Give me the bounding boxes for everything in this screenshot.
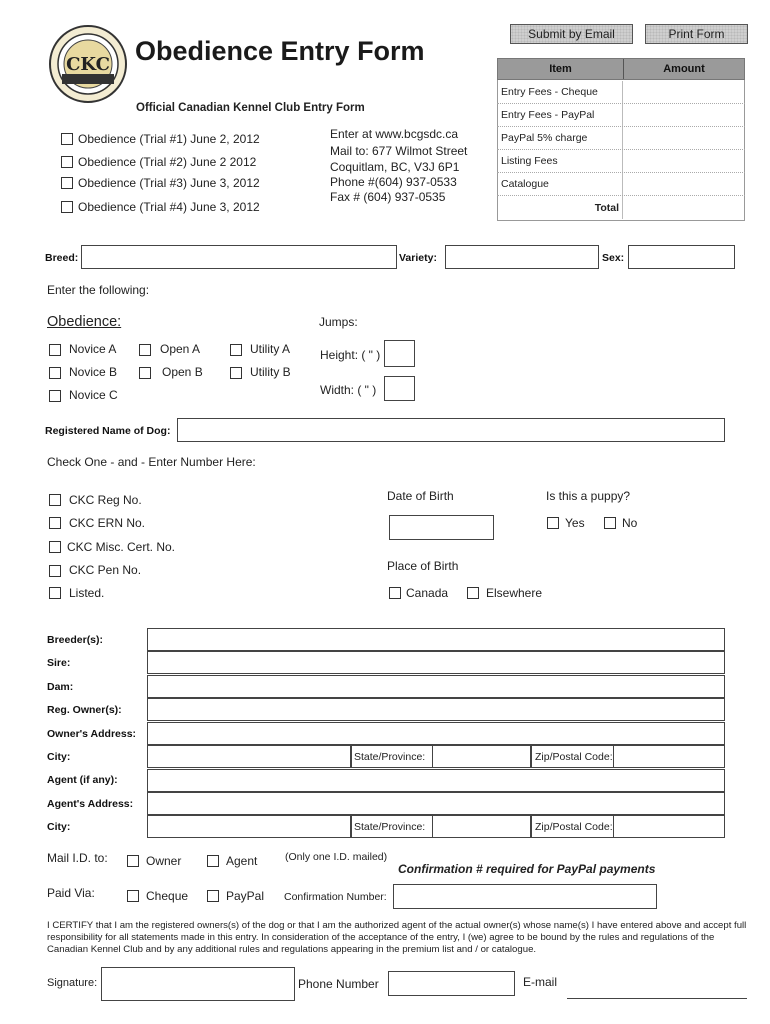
email-label: E-mail [523, 975, 558, 989]
ckc-misc-label: CKC Misc. Cert. No. [67, 540, 176, 554]
variety-input[interactable] [445, 245, 599, 269]
trial-3-label: Obedience (Trial #3) June 3, 2012 [78, 176, 260, 190]
elsewhere-checkbox[interactable] [467, 587, 479, 599]
elsewhere-label: Elsewhere [486, 586, 543, 600]
mail-agent-checkbox[interactable] [207, 855, 219, 867]
place-of-birth-label: Place of Birth [387, 559, 459, 573]
agent-city-input[interactable] [147, 815, 351, 838]
breed-label: Breed: [45, 252, 79, 264]
jump-width-input[interactable] [384, 376, 415, 401]
trial-3-checkbox[interactable] [61, 177, 73, 189]
puppy-no-checkbox[interactable] [604, 517, 616, 529]
agents-address-label: Agent's Address: [47, 798, 134, 810]
contact-city: Coquitlam, BC, V3J 6P1 [330, 160, 460, 174]
jump-height-label: Height: ( " ) [320, 348, 381, 362]
ckc-misc-checkbox[interactable] [49, 541, 61, 553]
ckc-reg-checkbox[interactable] [49, 494, 61, 506]
reg-owners-input[interactable] [147, 698, 725, 721]
fee-row [497, 81, 745, 104]
utility-b-checkbox[interactable] [230, 367, 242, 379]
ckc-pen-label: CKC Pen No. [69, 563, 142, 577]
agent-state-province-label: State/Province: [354, 821, 426, 833]
jump-height-input[interactable] [384, 340, 415, 367]
open-a-label: Open A [160, 342, 201, 356]
novice-a-label: Novice A [69, 342, 117, 356]
contact-web: Enter at www.bcgsdc.ca [330, 127, 459, 141]
trial-1-checkbox[interactable] [61, 133, 73, 145]
puppy-no-label: No [622, 516, 638, 530]
paypal-confirmation-note: Confirmation # required for PayPal payments [398, 862, 656, 876]
mail-owner-checkbox[interactable] [127, 855, 139, 867]
fee-row-item: PayPal 5% charge [501, 132, 588, 144]
trial-2-label: Obedience (Trial #2) June 2 2012 [78, 155, 257, 169]
novice-c-checkbox[interactable] [49, 390, 61, 402]
fee-table-col-item: Item [549, 63, 572, 75]
ckc-ern-label: CKC ERN No. [69, 516, 146, 530]
breeders-input[interactable] [147, 628, 725, 651]
canada-label: Canada [406, 586, 449, 600]
novice-a-checkbox[interactable] [49, 344, 61, 356]
ckc-logo [48, 24, 128, 104]
fee-amount-input[interactable] [623, 150, 743, 172]
certify-statement: I CERTIFY that I am the registered owners(s) of the dog or that I am the authorized agent of the actual owner(s) whose name(s) I have entered above and accept full responsibility for all statements made in this entry. In consideration of the acceptance of the entry, I (we) agree to be bound by the rules and regulations of the Canadian Kennel Club and by any additional rules and regulations appearing in the premium list and / or catalogue. [47, 920, 747, 955]
agents-address-input[interactable] [147, 792, 725, 815]
city-input[interactable] [147, 745, 351, 768]
open-b-checkbox[interactable] [139, 367, 151, 379]
paid-via-label: Paid Via: [47, 886, 95, 900]
agent-zip-label: Zip/Postal Code: [535, 821, 613, 833]
date-of-birth-input[interactable] [389, 515, 494, 540]
ckc-reg-label: CKC Reg No. [69, 493, 142, 507]
utility-a-checkbox[interactable] [230, 344, 242, 356]
utility-b-label: Utility B [250, 365, 291, 379]
zip-label: Zip/Postal Code: [535, 751, 613, 763]
submit-by-email-button[interactable]: Submit by Email [510, 24, 633, 44]
print-form-button[interactable]: Print Form [645, 24, 748, 44]
reg-owners-label: Reg. Owner(s): [47, 704, 122, 716]
mail-id-label: Mail I.D. to: [47, 851, 108, 865]
fee-total-row [497, 196, 745, 219]
novice-b-checkbox[interactable] [49, 367, 61, 379]
variety-label: Variety: [399, 252, 437, 264]
confirmation-number-input[interactable] [393, 884, 657, 909]
mail-id-note: (Only one I.D. mailed) [285, 851, 388, 863]
agent-label: Agent (if any): [47, 774, 118, 786]
registered-name-label: Registered Name of Dog: [45, 425, 171, 437]
agent-state-province-input[interactable] [432, 816, 433, 837]
form-subtitle: Official Canadian Kennel Club Entry Form [136, 102, 365, 114]
agent-city-label: City: [47, 821, 71, 833]
agent-zip-input[interactable] [613, 816, 614, 837]
novice-b-label: Novice B [69, 365, 118, 379]
sire-label: Sire: [47, 657, 71, 669]
ckc-pen-checkbox[interactable] [49, 565, 61, 577]
mail-owner-label: Owner [146, 854, 182, 868]
state-province-label: State/Province: [354, 751, 426, 763]
mail-agent-label: Agent [226, 854, 258, 868]
trial-1-label: Obedience (Trial #1) June 2, 2012 [78, 132, 260, 146]
fee-table-header [497, 58, 745, 80]
signature-label: Signature: [47, 977, 98, 989]
enter-following-label: Enter the following: [47, 283, 150, 297]
fee-amount-input[interactable] [623, 173, 743, 195]
novice-c-label: Novice C [69, 388, 118, 402]
fee-row-item: Catalogue [501, 178, 549, 190]
fee-amount-input[interactable] [623, 127, 743, 149]
agent-zip-row [531, 815, 725, 838]
state-province-input[interactable] [432, 746, 433, 767]
registered-name-input[interactable] [177, 418, 725, 442]
state-province-row [351, 745, 531, 768]
trial-4-checkbox[interactable] [61, 201, 73, 213]
dam-label: Dam: [47, 681, 74, 693]
puppy-yes-label: Yes [565, 516, 585, 530]
phone-number-input[interactable] [388, 971, 515, 996]
agent-state-province-row [351, 815, 531, 838]
owners-address-input[interactable] [147, 722, 725, 745]
check-one-label: Check One - and - Enter Number Here: [47, 455, 256, 469]
phone-number-label: Phone Number [298, 977, 379, 991]
paid-paypal-checkbox[interactable] [207, 890, 219, 902]
confirmation-number-label: Confirmation Number: [284, 891, 387, 903]
open-a-checkbox[interactable] [139, 344, 151, 356]
fee-total-label: Total [594, 202, 619, 214]
city-label: City: [47, 751, 71, 763]
sex-input[interactable] [628, 245, 735, 269]
owners-address-label: Owner's Address: [47, 728, 137, 740]
fee-table-col-amount: Amount [663, 63, 705, 75]
jump-width-label: Width: ( " ) [320, 383, 377, 397]
open-b-label: Open B [162, 365, 203, 379]
fee-amount-input[interactable] [623, 104, 743, 126]
date-of-birth-label: Date of Birth [387, 489, 454, 503]
breed-input[interactable] [81, 245, 397, 269]
utility-a-label: Utility A [250, 342, 291, 356]
listed-checkbox[interactable] [49, 587, 61, 599]
dam-input[interactable] [147, 675, 725, 698]
fee-row [497, 127, 745, 150]
obedience-heading: Obedience: [47, 314, 122, 330]
sex-label: Sex: [602, 252, 625, 264]
logo-text: CKC [66, 54, 110, 75]
signature-input[interactable] [101, 967, 295, 1001]
trial-2-checkbox[interactable] [61, 156, 73, 168]
contact-mail: Mail to: 677 Wilmot Street [330, 144, 468, 158]
fee-row [497, 104, 745, 127]
puppy-question-label: Is this a puppy? [546, 489, 631, 503]
sire-input[interactable] [147, 651, 725, 674]
jumps-heading: Jumps: [319, 315, 358, 329]
listed-label: Listed. [69, 586, 105, 600]
fee-row-item: Entry Fees - Cheque [501, 86, 598, 98]
paid-cheque-checkbox[interactable] [127, 890, 139, 902]
agent-input[interactable] [147, 769, 725, 792]
trial-4-label: Obedience (Trial #4) June 3, 2012 [78, 200, 260, 214]
fee-amount-input[interactable] [623, 81, 743, 103]
zip-row [531, 745, 725, 768]
fee-row [497, 173, 745, 196]
canada-checkbox[interactable] [389, 587, 401, 599]
page-title: Obedience Entry Form [135, 36, 425, 66]
paid-paypal-label: PayPal [226, 889, 265, 903]
fee-row-item: Listing Fees [501, 155, 558, 167]
ckc-ern-checkbox[interactable] [49, 517, 61, 529]
fee-row [497, 150, 745, 173]
email-input[interactable] [567, 998, 747, 999]
fee-row-item: Entry Fees - PayPal [501, 109, 595, 121]
contact-fax: Fax # (604) 937-0535 [330, 190, 446, 204]
breeders-label: Breeder(s): [47, 634, 104, 646]
paid-cheque-label: Cheque [146, 889, 189, 903]
contact-phone: Phone #(604) 937-0533 [330, 175, 457, 189]
fee-total-input[interactable] [623, 196, 743, 220]
zip-input[interactable] [613, 746, 614, 767]
puppy-yes-checkbox[interactable] [547, 517, 559, 529]
